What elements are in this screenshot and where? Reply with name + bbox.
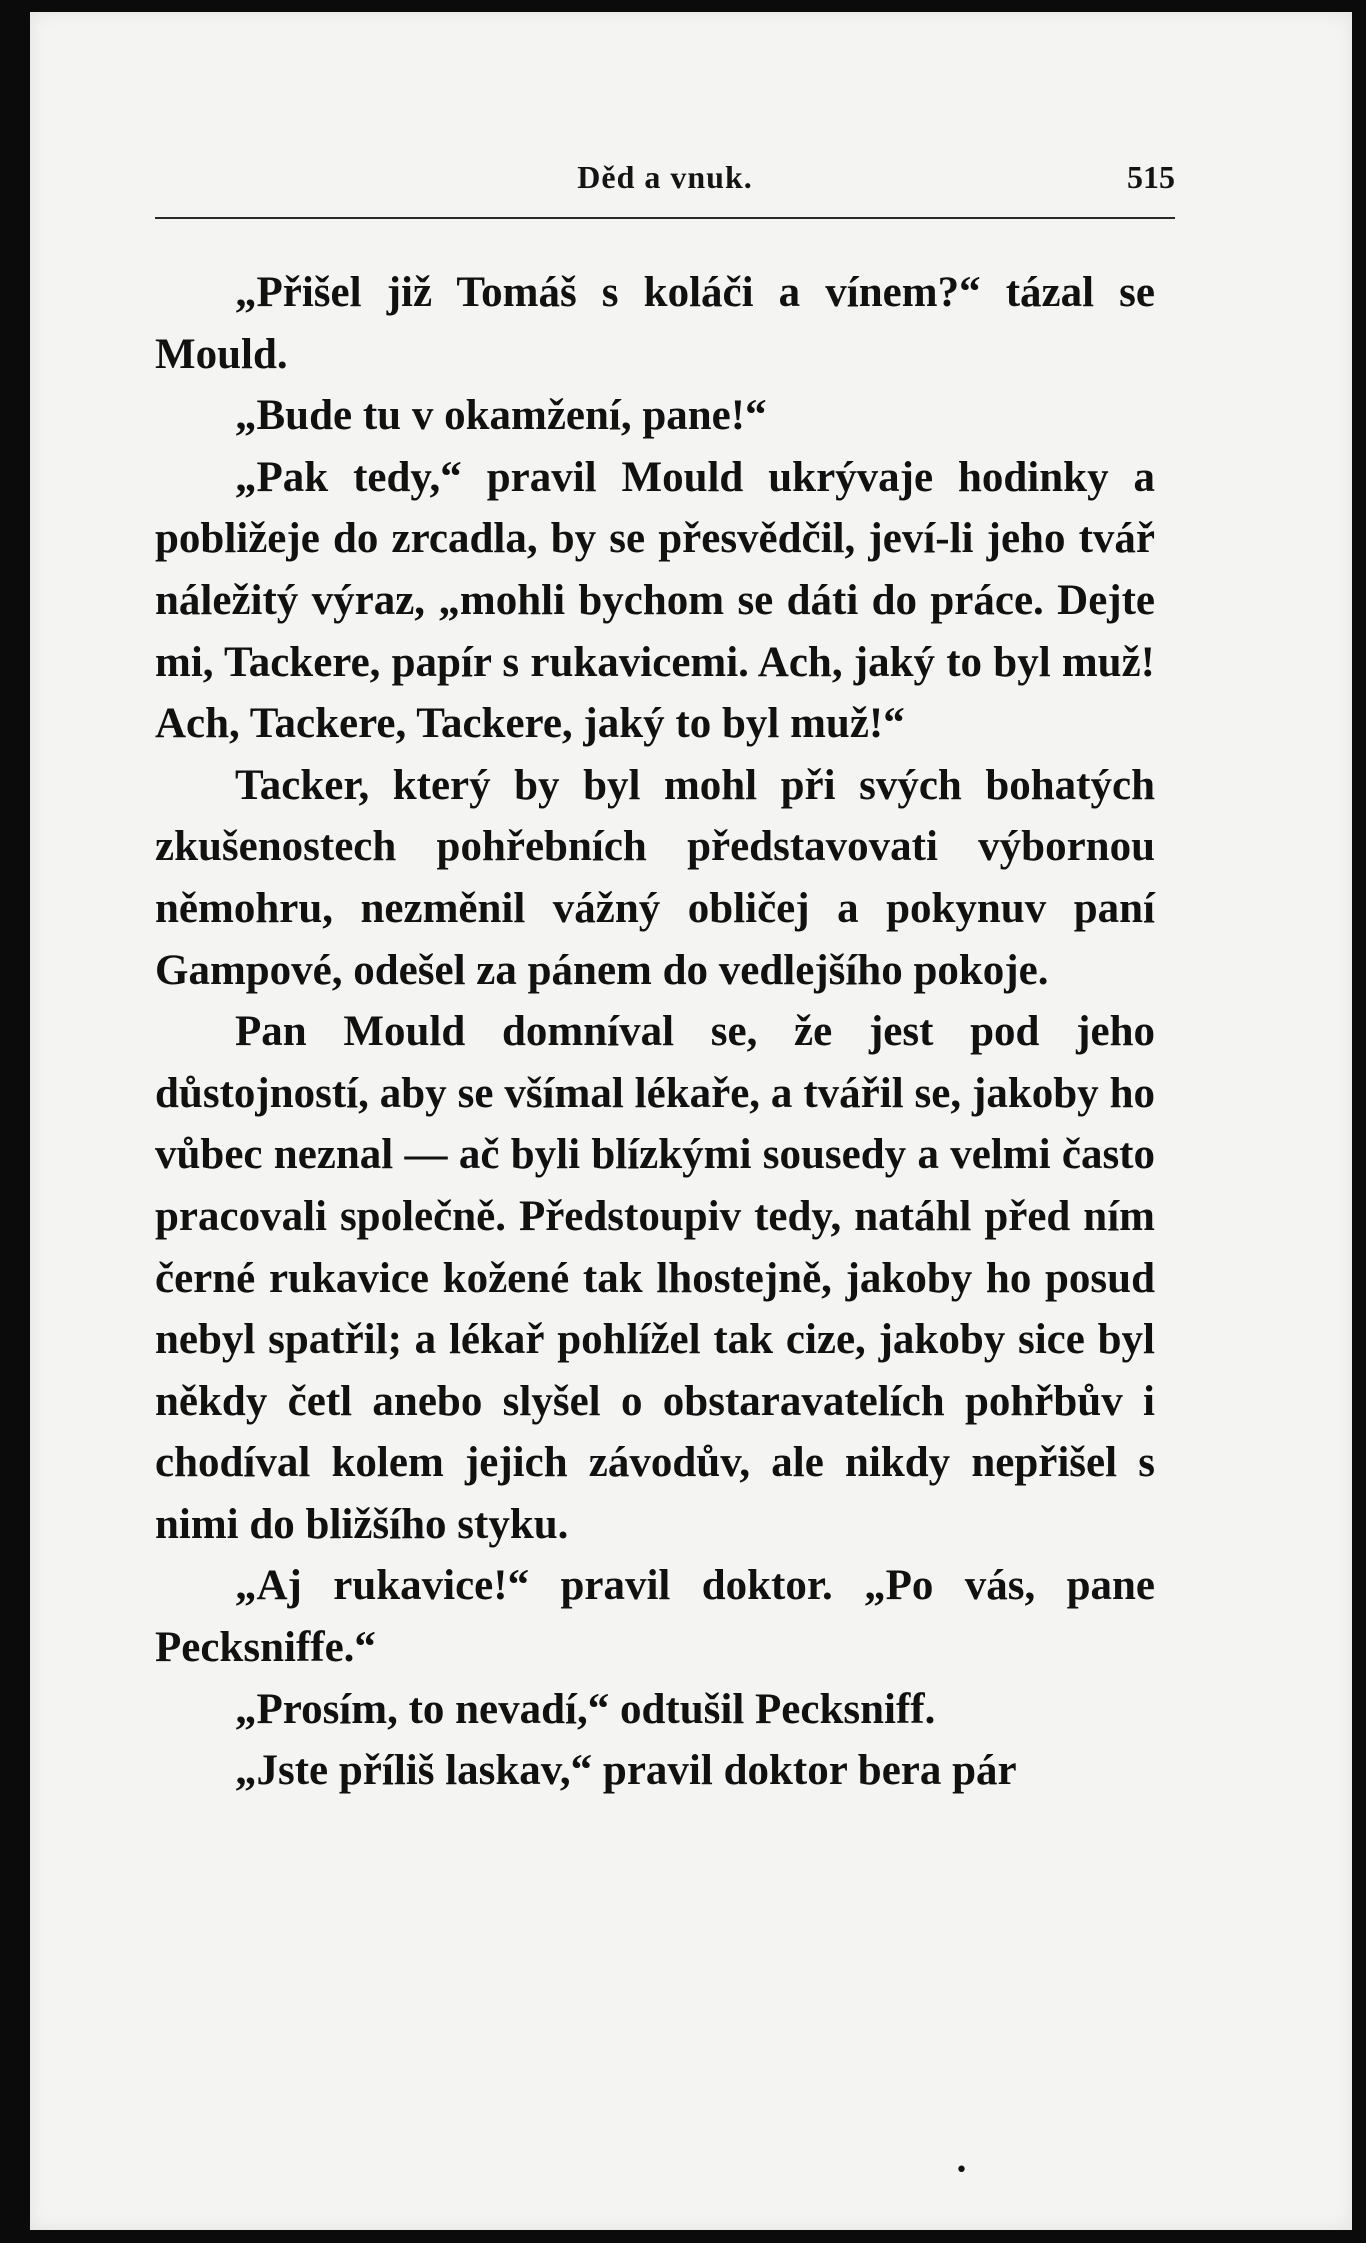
- body-text: [155, 262, 1155, 1802]
- paragraph: „Přišel již Tomáš s koláči a vínem?“ tázal se Mould.: [155, 269, 1155, 378]
- paragraph: „Prosím, to nevadí,“ odtušil Pecksniff.: [235, 1685, 936, 1733]
- page-header: [155, 147, 1175, 219]
- paragraph: „Jste příliš laskav,“ pravil doktor bera pár: [235, 1747, 1017, 1795]
- running-title: Děd a vnuk.: [577, 159, 753, 195]
- footer-mark: •: [955, 2158, 968, 2183]
- paragraph: Pan Mould domníval se, že jest pod jeho důstojností, aby se všímal lékaře, a tvářil se, jakoby ho vůbec neznal — ač byli blízkými sousedy a velmi často pracovali společně. Předstoupiv tedy, natáhl před ním černé rukavice kožené tak lhostejně, jakoby ho posud nebyl spatřil; a lékař pohlížel tak cize, jakoby sice byl někdy četl anebo slyšel o obstaravatelích pohřbův i chodíval kolem jejich závodův, ale nikdy nepřišel s nimi do bližšího styku.: [155, 1008, 1155, 1548]
- paragraph: Tacker, který by byl mohl při svých bohatých zkušenostech pohřebních představovati výbornou němohru, nezměnil vážný obličej a pokynuv paní Gampové, odešel za pánem do vedlejšího pokoje.: [155, 761, 1155, 994]
- page-number: 515: [1127, 159, 1175, 195]
- paragraph: „Bude tu v okamžení, pane!“: [235, 392, 767, 440]
- paragraph: „Pak tedy,“ pravil Mould ukrývaje hodinky a pobližeje do zrcadla, by se přesvědčil, jeví-li jeho tvář náležitý výraz, „mohli bychom se dáti do práce. Dejte mi, Tackere, papír s rukavicemi. Ach, jaký to byl muž! Ach, Tackere, Tackere, jaký to byl muž!“: [155, 453, 1155, 748]
- paragraph: „Aj rukavice!“ pravil doktor. „Po vás, pane Pecksniffe.“: [155, 1562, 1155, 1672]
